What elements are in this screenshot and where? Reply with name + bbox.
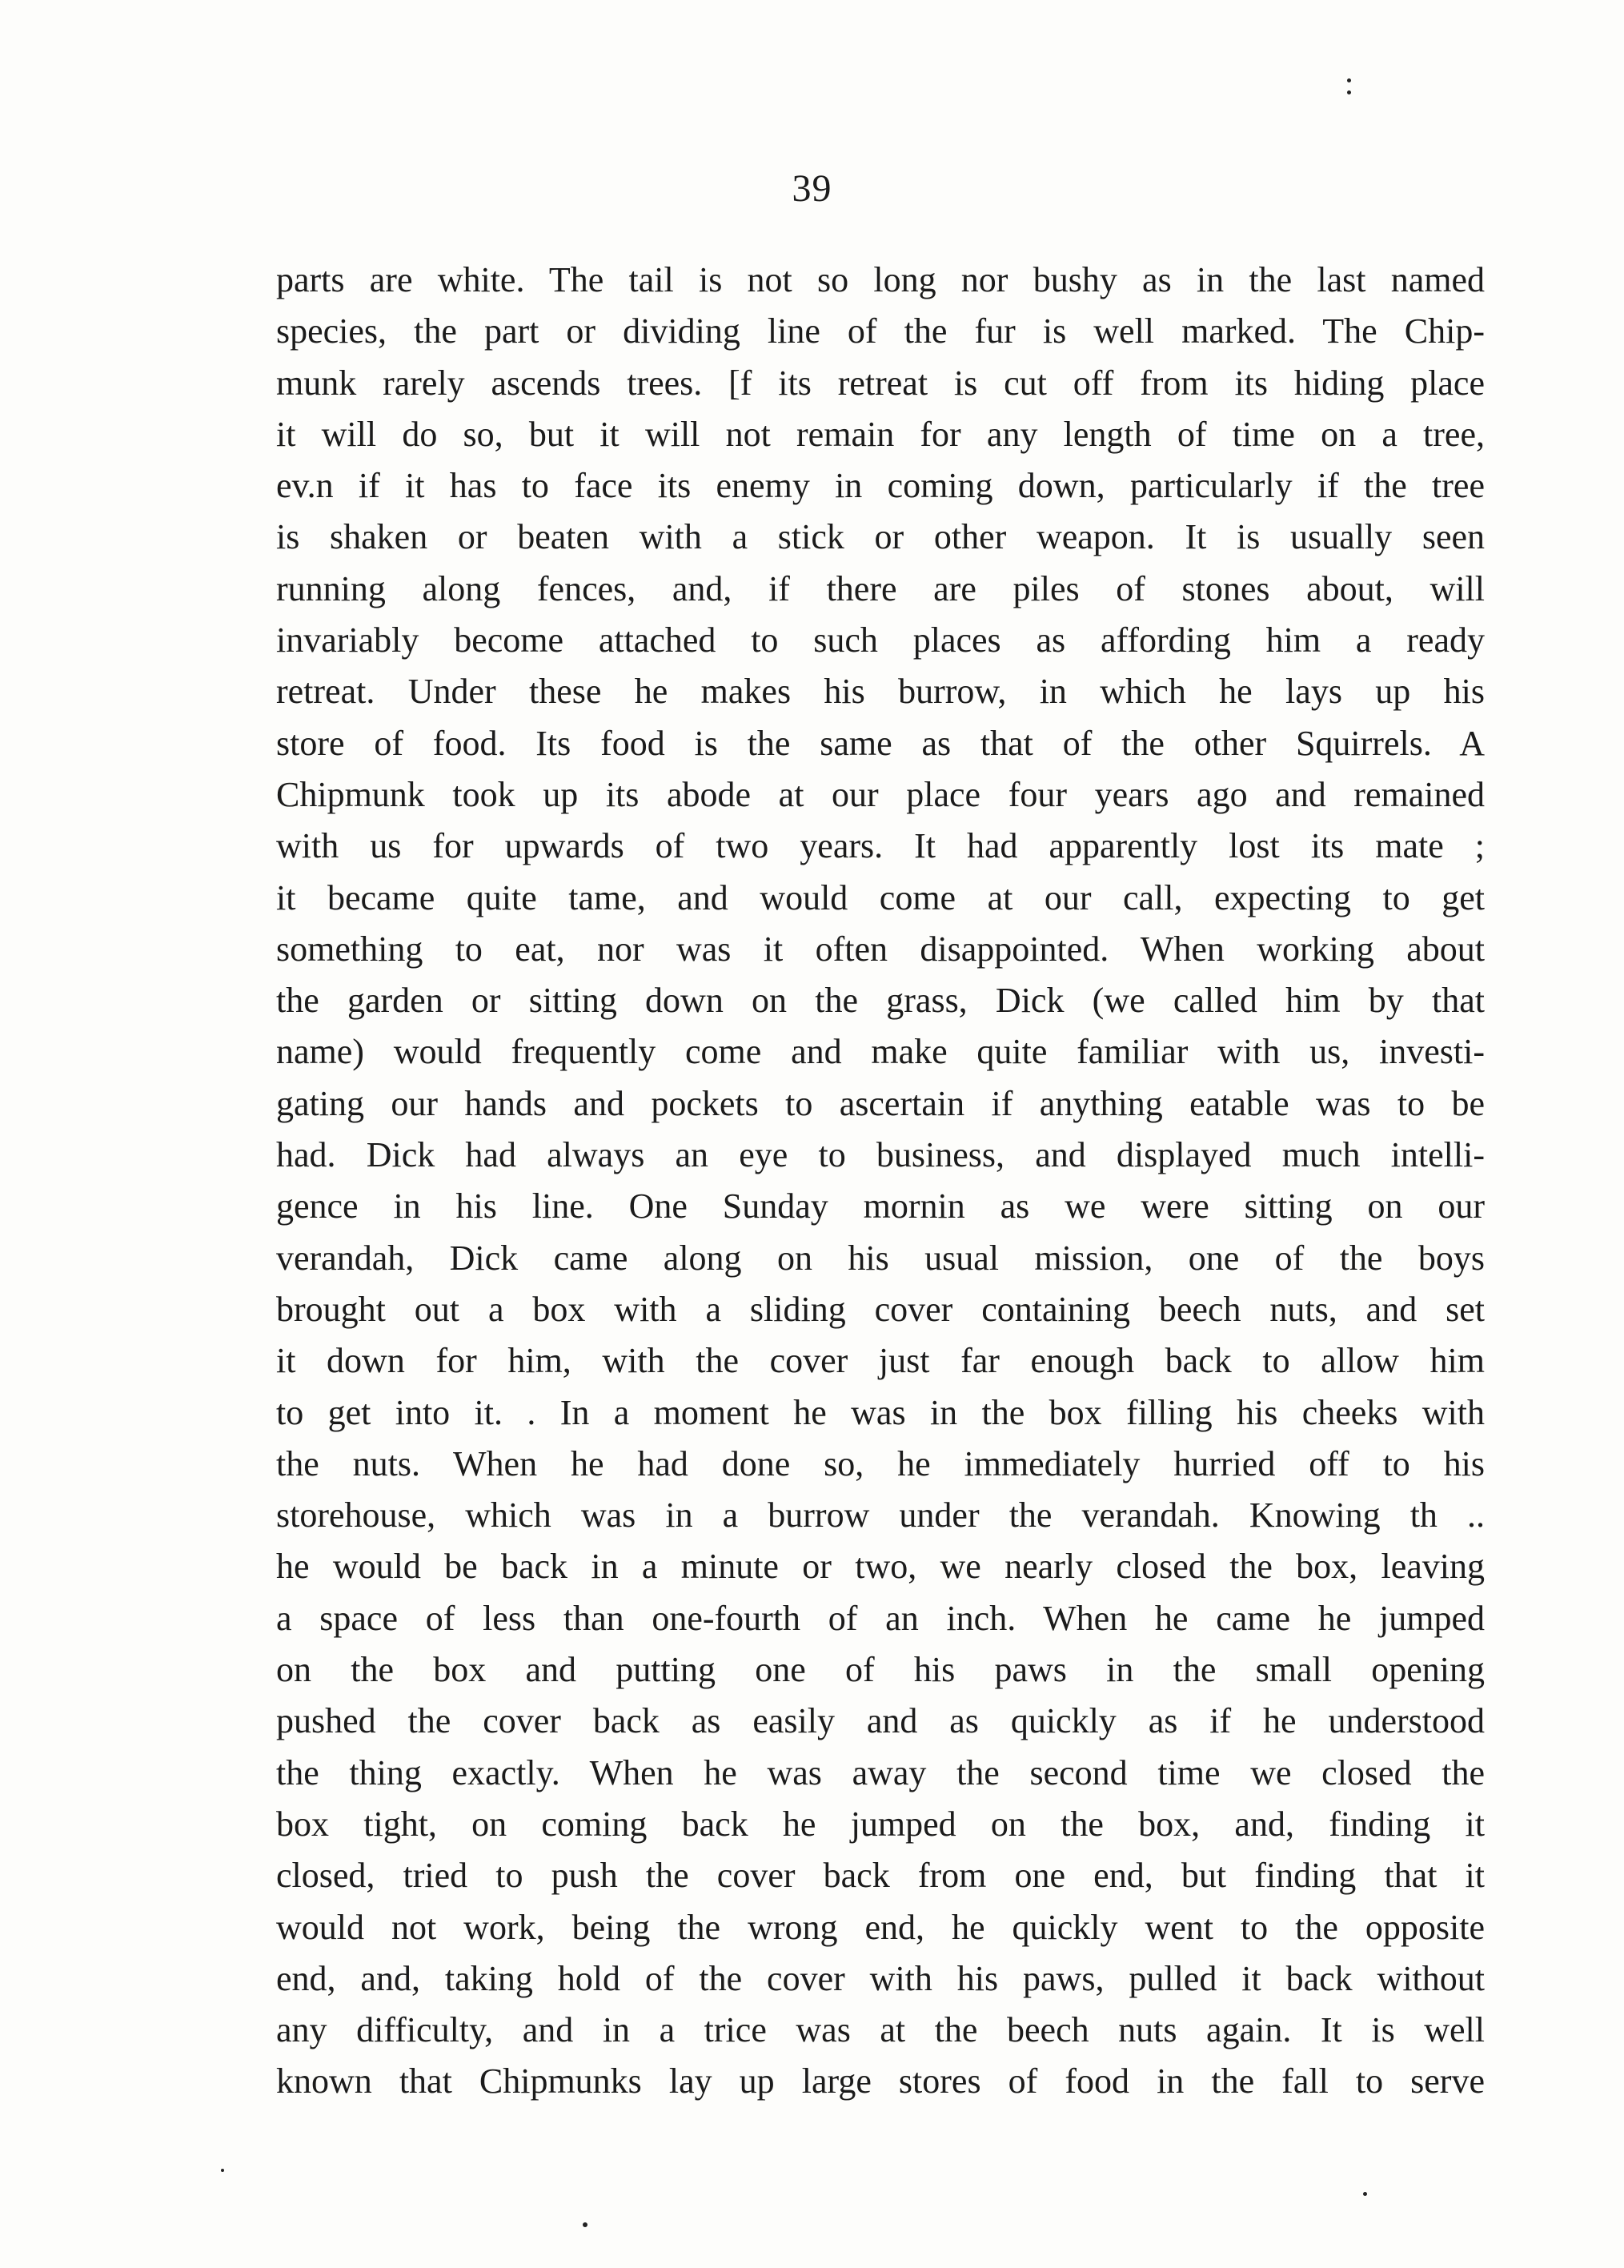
- text-line: species, the part or dividing line of the fur is well marked. The Chip-: [276, 311, 1485, 351]
- text-line: it down for him, with the cover just far enough back to allow him: [276, 1341, 1485, 1381]
- text-line: store of food. Its food is the same as that of the other Squirrels. A: [276, 723, 1485, 763]
- text-line: retreat. Under these he makes his burrow, in which he lays up his: [276, 672, 1485, 712]
- text-line: end, and, taking hold of the cover with his paws, pulled it back without: [276, 1958, 1485, 1998]
- text-line: the nuts. When he had done so, he immediately hurried off to his: [276, 1443, 1485, 1483]
- text-line: would not work, being the wrong end, he quickly went to the opposite: [276, 1907, 1485, 1947]
- text-line: something to eat, nor was it often disappointed. When working about: [276, 929, 1485, 969]
- text-line: Chipmunk took up its abode at our place four years ago and remained: [276, 774, 1485, 814]
- text-line: running along fences, and, if there are piles of stones about, will: [276, 568, 1485, 608]
- text-line: known that Chipmunks lay up large stores of food in the fall to serve: [276, 2061, 1485, 2101]
- text-line: on the box and putting one of his paws in the small opening: [276, 1650, 1485, 1690]
- text-line: name) would frequently come and make quite familiar with us, investi-: [276, 1032, 1485, 1072]
- text-line: is shaken or beaten with a stick or other weapon. It is usually seen: [276, 517, 1485, 557]
- text-line: pushed the cover back as easily and as quickly as if he understood: [276, 1701, 1485, 1741]
- text-line: gence in his line. One Sunday mornin as we were sitting on our: [276, 1186, 1485, 1226]
- text-line: the thing exactly. When he was away the second time we closed the: [276, 1752, 1485, 1792]
- text-line: ev.n if it has to face its enemy in coming down, particularly if the tree: [276, 466, 1485, 506]
- text-line: munk rarely ascends trees. [f its retreat is cut off from its hiding place: [276, 363, 1485, 403]
- text-line: it became quite tame, and would come at our call, expecting to get: [276, 877, 1485, 917]
- text-line: parts are white. The tail is not so long nor bushy as in the last named: [276, 260, 1485, 299]
- text-line: closed, tried to push the cover back from one end, but finding that it: [276, 1856, 1485, 1896]
- page-number: 39: [792, 167, 832, 210]
- text-line: had. Dick had always an eye to business, and displayed much intelli-: [276, 1135, 1485, 1175]
- text-line: brought out a box with a sliding cover containing beech nuts, and set: [276, 1289, 1485, 1329]
- text-line: verandah, Dick came along on his usual mission, one of the boys: [276, 1238, 1485, 1278]
- text-line: invariably become attached to such places as affording him a ready: [276, 620, 1485, 660]
- text-line: he would be back in a minute or two, we nearly closed the box, leaving: [276, 1547, 1485, 1587]
- body-text: [276, 255, 1485, 2108]
- print-speck: [1363, 2192, 1367, 2196]
- text-line: with us for upwards of two years. It had apparently lost its mate ;: [276, 826, 1485, 866]
- text-line: box tight, on coming back he jumped on the box, and, finding it: [276, 1804, 1485, 1844]
- text-line: storehouse, which was in a burrow under the verandah. Knowing th ..: [276, 1495, 1485, 1535]
- text-line: to get into it. . In a moment he was in the box filling his cheeks with: [276, 1392, 1485, 1432]
- text-line: it will do so, but it will not remain for any length of time on a tree,: [276, 414, 1485, 454]
- text-line: gating our hands and pockets to ascertain if anything eatable was to be: [276, 1083, 1485, 1123]
- text-line: any difficulty, and in a trice was at the beech nuts again. It is well: [276, 2010, 1485, 2050]
- text-line: a space of less than one-fourth of an inch. When he came he jumped: [276, 1598, 1485, 1638]
- print-speck: [1347, 78, 1351, 82]
- print-speck: [221, 2169, 224, 2172]
- text-line: the garden or sitting down on the grass, Dick (we called him by that: [276, 981, 1485, 1021]
- print-speck: [1347, 90, 1351, 94]
- print-speck: [583, 2222, 587, 2227]
